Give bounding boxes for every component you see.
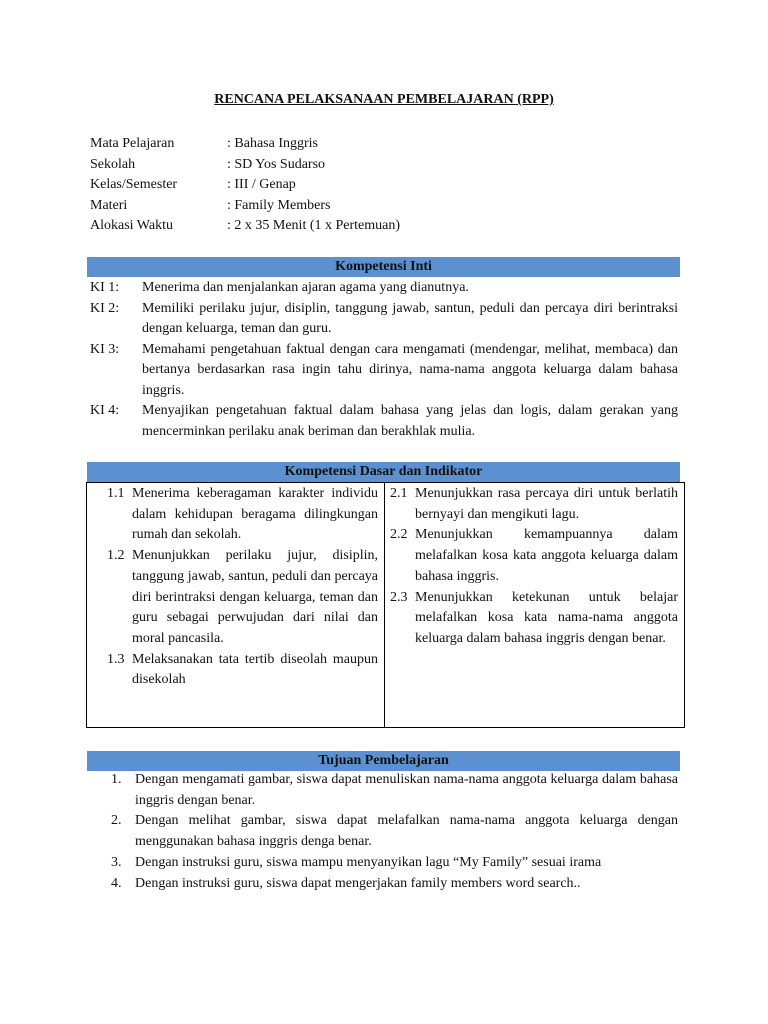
- info-label: Sekolah: [90, 156, 136, 172]
- tujuan-item: [111, 853, 678, 874]
- section-header-tujuan-pembelajaran: Tujuan Pembelajaran: [87, 751, 680, 771]
- tujuan-text: Dengan instruksi guru, siswa mampu menyanyikan lagu “My Family” sesuai irama: [135, 854, 602, 870]
- ki-text: Memiliki perilaku jujur, disiplin, tanggung jawab, santun, peduli dan percaya diri berintraksi dengan keluarga, teman dan guru.: [142, 300, 678, 336]
- kompetensi-dasar-table: [86, 482, 685, 728]
- ki-item: [90, 278, 678, 299]
- kd-text: Menunjukkan rasa percaya diri untuk berlatih bernyayi dan mengikuti lagu.: [415, 486, 678, 522]
- info-value: : III / Genap: [227, 177, 296, 192]
- ki-code: KI 1:: [90, 280, 120, 295]
- tujuan-text: Dengan instruksi guru, siswa dapat mengerjakan family members word search..: [135, 875, 581, 891]
- ki-text: Menerima dan menjalankan ajaran agama yang dianutnya.: [142, 280, 469, 295]
- ki-text: Memahami pengetahuan faktual dengan cara mengamati (mendengar, melihat, membaca) dan bertanya berdasarkan rasa ingin tahu dirinya, nama-nama anggota keluarga dalam bahasa inggris.: [142, 341, 678, 398]
- kd-item: [390, 525, 678, 587]
- document-title: RENCANA PELAKSANAAN PEMBELAJARAN (RPP): [214, 92, 554, 107]
- info-value: : Family Members: [227, 197, 331, 213]
- ki-code: KI 3:: [90, 341, 120, 357]
- info-label: Kelas/Semester: [90, 177, 178, 192]
- ki-code: KI 2:: [90, 300, 120, 316]
- kd-left-column: [107, 484, 378, 691]
- ki-text: Menyajikan pengetahuan faktual dalam bahasa yang jelas dan logis, dalam gerakan yang mencerminkan perilaku anak beriman dan berakhlak mulia.: [142, 403, 678, 439]
- tujuan-number: 3.: [111, 854, 122, 870]
- ki-item: [90, 340, 678, 402]
- kd-number: 1.2: [107, 548, 125, 564]
- tujuan-text: Dengan melihat gambar, siswa dapat melafalkan nama-nama anggota keluarga dengan menggunakan bahasa inggris denga benar.: [135, 813, 678, 850]
- tujuan-pembelajaran-list: [111, 770, 678, 894]
- kd-number: 1.3: [107, 651, 125, 667]
- kd-text: Menunjukkan perilaku jujur, disiplin, tanggung jawab, santun, peduli dan percaya diri berintraksi dengan keluarga, teman dan guru sebagai perwujudan dari nilai dan moral pancasila.: [132, 548, 378, 646]
- kd-text: Menunjukkan kemampuannya dalam melafalkan kosa kata anggota keluarga dalam bahasa inggris.: [415, 527, 678, 584]
- kompetensi-inti-list: [90, 278, 678, 442]
- kd-number: 2.1: [390, 486, 408, 501]
- kd-text: Menerima keberagaman karakter individu dalam kehidupan beragama dilingkungan rumah dan sekolah.: [132, 486, 378, 543]
- table-column-divider: [384, 483, 385, 727]
- info-value: : SD Yos Sudarso: [227, 156, 326, 172]
- kd-number: 2.2: [390, 527, 408, 543]
- kd-item: [390, 588, 678, 650]
- ki-item: [90, 299, 678, 340]
- kd-right-column: [390, 484, 678, 650]
- kd-item: [107, 650, 378, 691]
- kd-number: 1.1: [107, 486, 125, 501]
- section-header-kompetensi-inti: Kompetensi Inti: [87, 257, 680, 277]
- tujuan-number: 4.: [111, 875, 122, 891]
- kd-text: Menunjukkan ketekunan untuk belajar melafalkan kosa kata nama-nama anggota keluarga dalam bahasa inggris dengan benar.: [415, 589, 678, 646]
- kd-text: Melaksanakan tata tertib diseolah maupun disekolah: [132, 651, 378, 688]
- tujuan-item: [111, 770, 678, 811]
- tujuan-item: [111, 874, 678, 895]
- tujuan-number: 1.: [111, 772, 122, 787]
- info-label: Mata Pelajaran: [90, 136, 175, 151]
- section-header-kompetensi-dasar: Kompetensi Dasar dan Indikator: [87, 462, 680, 482]
- kd-number: 2.3: [390, 589, 408, 605]
- info-label: Alokasi Waktu: [90, 218, 173, 233]
- kd-item: [107, 546, 378, 650]
- kd-item: [390, 484, 678, 525]
- kd-item: [107, 484, 378, 546]
- info-value: : 2 x 35 Menit (1 x Pertemuan): [227, 218, 401, 233]
- tujuan-number: 2.: [111, 813, 122, 829]
- tujuan-item: [111, 811, 678, 852]
- ki-item: [90, 401, 678, 442]
- ki-code: KI 4:: [90, 403, 120, 418]
- info-label: Materi: [90, 197, 128, 213]
- tujuan-text: Dengan mengamati gambar, siswa dapat menuliskan nama-nama anggota keluarga dalam bahasa inggris dengan benar.: [135, 772, 678, 808]
- info-value: : Bahasa Inggris: [227, 136, 318, 151]
